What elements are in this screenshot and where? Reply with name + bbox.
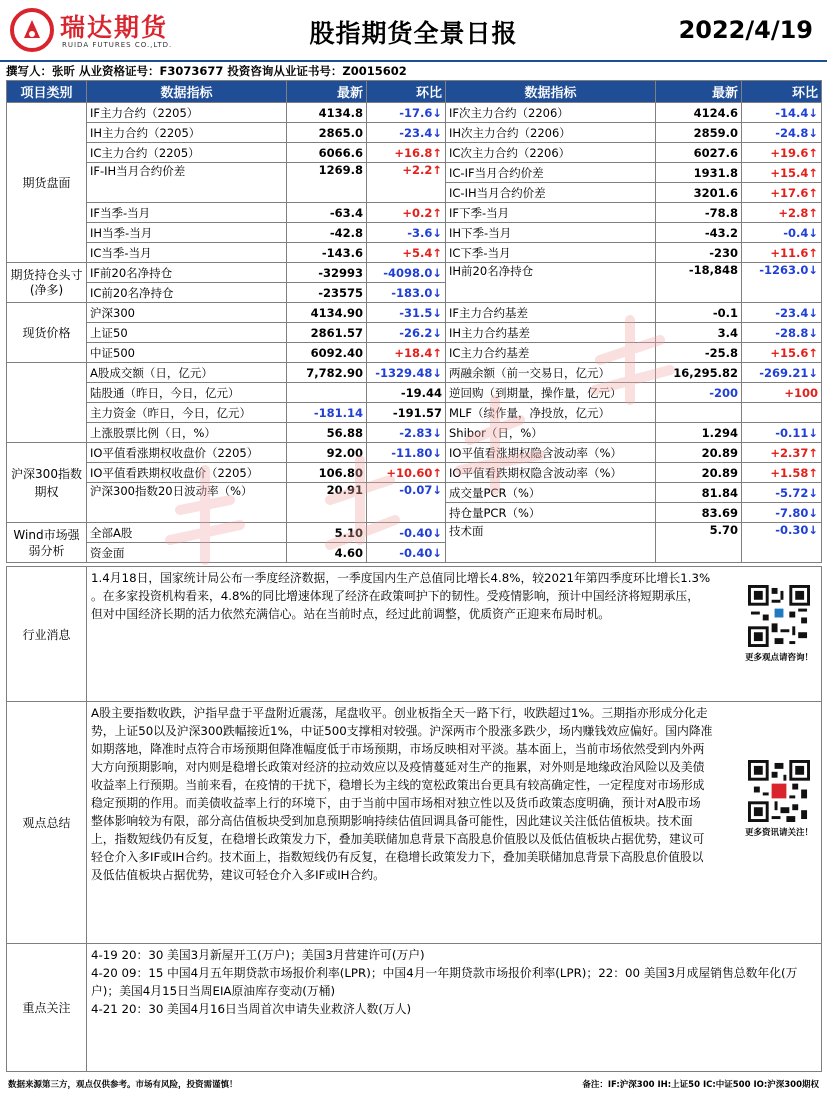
- cell-value: -0.1: [656, 303, 742, 323]
- cell-value: [656, 403, 742, 423]
- cell-label: IH当季-当月: [87, 223, 287, 243]
- cell-value: 2859.0: [656, 123, 742, 143]
- header-category: 项目类别: [7, 81, 87, 103]
- cell-change: -26.2↓: [367, 323, 446, 343]
- cell-label: IC主力合约（2205）: [87, 143, 287, 163]
- text-line: 稳定预期的作用。而美债收益率上行的环境下，由于当前中国市场相对独立性以及货币政策态度明确，预计对A股市场: [91, 796, 701, 810]
- table-row: [7, 223, 822, 243]
- cell-value: 56.88: [287, 423, 367, 443]
- cell-label: 中证500: [87, 343, 287, 363]
- text-line: 如期落地，降准时点符合市场预期但降准幅度低于市场预期，市场反映相对平淡。基本面上，当前市场依然受到内外两: [91, 742, 705, 756]
- industry-qr: [739, 585, 819, 663]
- qr-caption: 更多资讯请关注！: [744, 828, 813, 838]
- cell-label: IC-IH当月合约价差: [446, 183, 656, 203]
- cell-change: -14.4↓: [742, 103, 822, 123]
- report-header: [0, 0, 827, 62]
- cell-value: 4134.90: [287, 303, 367, 323]
- cell-label: 成交量PCR（%）: [446, 483, 656, 503]
- cell-value: -200: [656, 383, 742, 403]
- cell-label: 主力资金（昨日，今日，亿元）: [87, 403, 287, 423]
- cell-label: IF前20名净持仓: [87, 263, 287, 283]
- industry-label: 行业消息: [7, 567, 87, 702]
- cell-label: IH前20名净持仓: [446, 263, 656, 303]
- cell-label: IC前20名净持仓: [87, 283, 287, 303]
- brand-name-cn: 瑞达期货: [60, 13, 169, 42]
- cell-label: 持仓量PCR（%）: [446, 503, 656, 523]
- cell-change: -269.21↓: [742, 363, 822, 383]
- cell-label: Shibor（日，%）: [446, 423, 656, 443]
- category-positions: 期货持仓头寸(净多): [7, 263, 87, 303]
- cell-label: IO平值看涨期权收盘价（2205）: [87, 443, 287, 463]
- summary-qr: [739, 760, 819, 838]
- cell-change: -1329.48↓: [367, 363, 446, 383]
- table-row: [7, 363, 822, 383]
- cell-change: -5.72↓: [742, 483, 822, 503]
- cell-label: 资金面: [87, 543, 287, 563]
- cell-label: 逆回购（到期量，操作量，亿元）: [446, 383, 656, 403]
- cell-label: 上涨股票比例（日，%）: [87, 423, 287, 443]
- text-line: 上，指数短线仍有反复，在稳增长政策发力下，叠加美联储加息背景下高股息价值股以及低估值板块占据优势，建议可: [91, 832, 705, 846]
- cell-label: 两融余额（前一交易日，亿元）: [446, 363, 656, 383]
- table-row: [7, 463, 822, 483]
- category-spot: 现货价格: [7, 303, 87, 363]
- cell-label: 沪深300指数20日波动率（%）: [87, 483, 287, 523]
- cell-change: -183.0↓: [367, 283, 446, 303]
- cell-value: 2861.57: [287, 323, 367, 343]
- cell-label: IF-IH当月合约价差: [87, 163, 287, 203]
- cell-label: 沪深300: [87, 303, 287, 323]
- cell-value: -43.2: [656, 223, 742, 243]
- text-line: 轻仓介入多IF或IH合约。技术面上，指数短线仍有反复，在稳增长政策发力下，叠加美联储加息背景下高股息价值股以: [91, 850, 704, 864]
- cell-label: IF次主力合约（2206）: [446, 103, 656, 123]
- cell-label: IH次主力合约（2206）: [446, 123, 656, 143]
- report-title: 股指期货全景日报: [309, 19, 518, 48]
- cell-value: 6092.40: [287, 343, 367, 363]
- cell-change: -11.80↓: [367, 443, 446, 463]
- cell-label: IH主力合约（2205）: [87, 123, 287, 143]
- brand-name-en: RUIDA FUTURES CO.,LTD.: [62, 41, 173, 49]
- cell-change: -0.40↓: [367, 543, 446, 563]
- cell-change: +10.60↑: [367, 463, 446, 483]
- qr-code-icon: [748, 585, 810, 647]
- cell-change: +2.8↑: [742, 203, 822, 223]
- cell-value: 4134.8: [287, 103, 367, 123]
- cell-change: +15.6↑: [742, 343, 822, 363]
- table-row: [7, 403, 822, 423]
- header-latest: 最新: [287, 81, 367, 103]
- cell-value: 7,782.90: [287, 363, 367, 383]
- cell-value: -32993: [287, 263, 367, 283]
- cell-label: IF当季-当月: [87, 203, 287, 223]
- category-futures: 期货盘面: [7, 103, 87, 263]
- cell-label: IO平值看跌期权收盘价（2205）: [87, 463, 287, 483]
- cell-value: 1.294: [656, 423, 742, 443]
- text-line: 1.4月18日，国家统计局公布一季度经济数据，一季度国内生产总值同比增长4.8%，较2021年第四季度环比增长1.3%: [91, 571, 711, 585]
- cell-change: +11.6↑: [742, 243, 822, 263]
- text-line: 势，上证50以及沪深300跌幅接近1%，中证500支撑相对较强。沪深两市个股涨多跌少，场内赚钱效应偏好。国内降准: [91, 724, 713, 738]
- cell-change: -17.6↓: [367, 103, 446, 123]
- category-market: [7, 363, 87, 443]
- text-line: 整体影响较为有限，部分高估值板块受到加息预期影响持续估值回调具备可能性，因此建议关注低估值板块。技术面: [91, 814, 693, 828]
- cell-value: -181.14: [287, 403, 367, 423]
- text-line: 4-20 09：15 中国4月五年期贷款市场报价利率(LPR)；中国4月一年期贷款市场报价利率(LPR)；22：00 美国3月成屋销售总数年化(万: [91, 966, 798, 980]
- category-market-label: 市场情绪: [22, 396, 71, 410]
- cell-value: 106.80: [287, 463, 367, 483]
- table-row: [7, 263, 822, 283]
- cell-change: -23.4↓: [742, 303, 822, 323]
- cell-value: 1931.8: [656, 163, 742, 183]
- category-options: 沪深300指数期权: [7, 443, 87, 523]
- table-row: [7, 203, 822, 223]
- cell-change: +2.2↑: [367, 163, 446, 203]
- cell-value: 81.84: [656, 483, 742, 503]
- cell-label: 陆股通（昨日，今日，亿元）: [87, 383, 287, 403]
- summary-row: [7, 702, 822, 944]
- header-latest-2: 最新: [656, 81, 742, 103]
- cell-value: 6027.6: [656, 143, 742, 163]
- cell-change: -2.83↓: [367, 423, 446, 443]
- cell-value: -63.4: [287, 203, 367, 223]
- table-row: [7, 103, 822, 123]
- table-row: [7, 143, 822, 163]
- cell-value: -230: [656, 243, 742, 263]
- text-line: 收益率上行预期。当前来看，在疫情的干扰下，稳增长为主线的宽松政策出台更具有较高确定性，一定程度对市场形成: [91, 778, 705, 792]
- cell-change: +100: [742, 383, 822, 403]
- cell-change: +16.8↑: [367, 143, 446, 163]
- cell-value: -18,848: [656, 263, 742, 303]
- report-date: 2022/4/19: [678, 16, 813, 44]
- cell-change: +15.4↑: [742, 163, 822, 183]
- table-row: [7, 303, 822, 323]
- cell-value: 5.10: [287, 523, 367, 543]
- cell-value: 4.60: [287, 543, 367, 563]
- cell-label: IC主力合约基差: [446, 343, 656, 363]
- qr-code-icon: [748, 760, 810, 822]
- header-change-2: 环比: [742, 81, 822, 103]
- summary-content: [87, 702, 822, 944]
- cell-label: IC下季-当月: [446, 243, 656, 263]
- cell-label: 上证50: [87, 323, 287, 343]
- cell-label: IC次主力合约（2206）: [446, 143, 656, 163]
- cell-value: 20.89: [656, 463, 742, 483]
- cell-change: -23.4↓: [367, 123, 446, 143]
- cell-label: IF主力合约（2205）: [87, 103, 287, 123]
- cell-value: -42.8: [287, 223, 367, 243]
- text-line: 4-21 20：30 美国4月16日当周首次申请失业救济人数(万人): [91, 1002, 412, 1016]
- cell-value: 3201.6: [656, 183, 742, 203]
- cell-change: -0.11↓: [742, 423, 822, 443]
- summary-label: 观点总结: [7, 702, 87, 944]
- table-row: [7, 383, 822, 403]
- cell-change: -3.6↓: [367, 223, 446, 243]
- cell-change: -31.5↓: [367, 303, 446, 323]
- author-line: 撰写人：张昕 从业资格证号：F3073677 投资咨询从业证书号：Z0015602: [6, 64, 407, 78]
- cell-change: +0.2↑: [367, 203, 446, 223]
- focus-content: [87, 944, 822, 1072]
- summary-text: [87, 702, 821, 886]
- cell-value: 5.70: [656, 523, 742, 563]
- cell-value: 20.89: [656, 443, 742, 463]
- cell-change: -24.8↓: [742, 123, 822, 143]
- text-line: 大方向预期影响，对内则是稳增长政策对经济的拉动效应以及疫情蔓延对生产的拖累，对外则是地缘政治风险以及美债: [91, 760, 705, 774]
- header-change: 环比: [367, 81, 446, 103]
- cell-value: 3.4: [656, 323, 742, 343]
- table-row: [7, 443, 822, 463]
- cell-value: 83.69: [656, 503, 742, 523]
- cell-change: -19.44: [367, 383, 446, 403]
- cell-label: IC-IF当月合约价差: [446, 163, 656, 183]
- cell-change: -0.40↓: [367, 523, 446, 543]
- focus-text: [87, 944, 821, 1020]
- cell-value: -143.6: [287, 243, 367, 263]
- commentary-table: [6, 566, 822, 1072]
- cell-change: +18.4↑: [367, 343, 446, 363]
- cell-value: 2865.0: [287, 123, 367, 143]
- industry-content: [87, 567, 822, 702]
- table-row: [7, 483, 822, 503]
- cell-change: -4098.0↓: [367, 263, 446, 283]
- cell-change: -191.57: [367, 403, 446, 423]
- cell-value: -25.8: [656, 343, 742, 363]
- cell-change: +5.4↑: [367, 243, 446, 263]
- cell-change: +1.58↑: [742, 463, 822, 483]
- cell-change: -0.4↓: [742, 223, 822, 243]
- cell-label: IF主力合约基差: [446, 303, 656, 323]
- cell-label: IH下季-当月: [446, 223, 656, 243]
- cell-value: 92.00: [287, 443, 367, 463]
- category-wind: Wind市场强弱分析: [7, 523, 87, 563]
- cell-label: IF下季-当月: [446, 203, 656, 223]
- table-row: [7, 243, 822, 263]
- header-indicator-2: 数据指标: [446, 81, 656, 103]
- cell-label: IO平值看跌期权隐含波动率（%）: [446, 463, 656, 483]
- cell-change: -0.07↓: [367, 483, 446, 523]
- table-header-row: [7, 81, 822, 103]
- cell-change: -1263.0↓: [742, 263, 822, 303]
- cell-change: +2.37↑: [742, 443, 822, 463]
- cell-change: +17.6↑: [742, 183, 822, 203]
- cell-change: -0.30↓: [742, 523, 822, 563]
- cell-label: A股成交额（日，亿元）: [87, 363, 287, 383]
- cell-change: -7.80↓: [742, 503, 822, 523]
- cell-value: -23575: [287, 283, 367, 303]
- table-row: [7, 343, 822, 363]
- focus-label: 重点关注: [7, 944, 87, 1072]
- cell-change: [742, 403, 822, 423]
- cell-label: IH主力合约基差: [446, 323, 656, 343]
- industry-text: [87, 567, 821, 625]
- cell-change: +19.6↑: [742, 143, 822, 163]
- data-table: [6, 80, 822, 563]
- table-row: [7, 423, 822, 443]
- focus-row: [7, 944, 822, 1072]
- text-line: 及低估值板块占据优势，建议可轻仓介入多IF或IH合约。: [91, 868, 385, 882]
- text-line: 。在多家投资机构看来，4.8%的同比增速体现了经济在政策呵护下的韧性。受疫情影响，预计中国经济将短期承压，: [91, 589, 700, 603]
- cell-label: 技术面: [446, 523, 656, 563]
- cell-value: 4124.6: [656, 103, 742, 123]
- cell-label: IO平值看涨期权隐含波动率（%）: [446, 443, 656, 463]
- cell-value: 16,295.82: [656, 363, 742, 383]
- text-line: 但对中国经济长期的活力依然充满信心。站在当前时点，经过此前调整，优质资产正迎来布局时机。: [91, 607, 611, 621]
- header-indicator: 数据指标: [87, 81, 287, 103]
- footer-disclaimer: 数据来源第三方，观点仅供参考。市场有风险，投资需谨慎！: [8, 1080, 238, 1090]
- table-row: [7, 323, 822, 343]
- cell-value: 6066.6: [287, 143, 367, 163]
- footer-note: 备注：IF:沪深300 IH:上证50 IC:中证500 IO:沪深300期权: [582, 1080, 819, 1090]
- cell-value: -78.8: [656, 203, 742, 223]
- table-row: [7, 523, 822, 543]
- table-row: [7, 123, 822, 143]
- cell-label: MLF（续作量，净投放，亿元）: [446, 403, 656, 423]
- text-line: 4-19 20：30 美国3月新屋开工(万户)；美国3月营建许可(万户): [91, 948, 425, 962]
- cell-label: IC当季-当月: [87, 243, 287, 263]
- text-line: 户)；美国4月15日当周EIA原油库存变动(万桶): [91, 984, 336, 998]
- cell-value: 20.91: [287, 483, 367, 523]
- cell-label: 全部A股: [87, 523, 287, 543]
- industry-row: [7, 567, 822, 702]
- table-row: [7, 163, 822, 183]
- text-line: A股主要指数收跌，沪指早盘于平盘附近震荡，尾盘收平。创业板指全天一路下行，收跌超过1%。三期指亦形成分化走: [91, 706, 708, 720]
- cell-value: [287, 383, 367, 403]
- qr-caption: 更多观点请咨询！: [744, 653, 813, 663]
- cell-change: -28.8↓: [742, 323, 822, 343]
- cell-value: 1269.8: [287, 163, 367, 203]
